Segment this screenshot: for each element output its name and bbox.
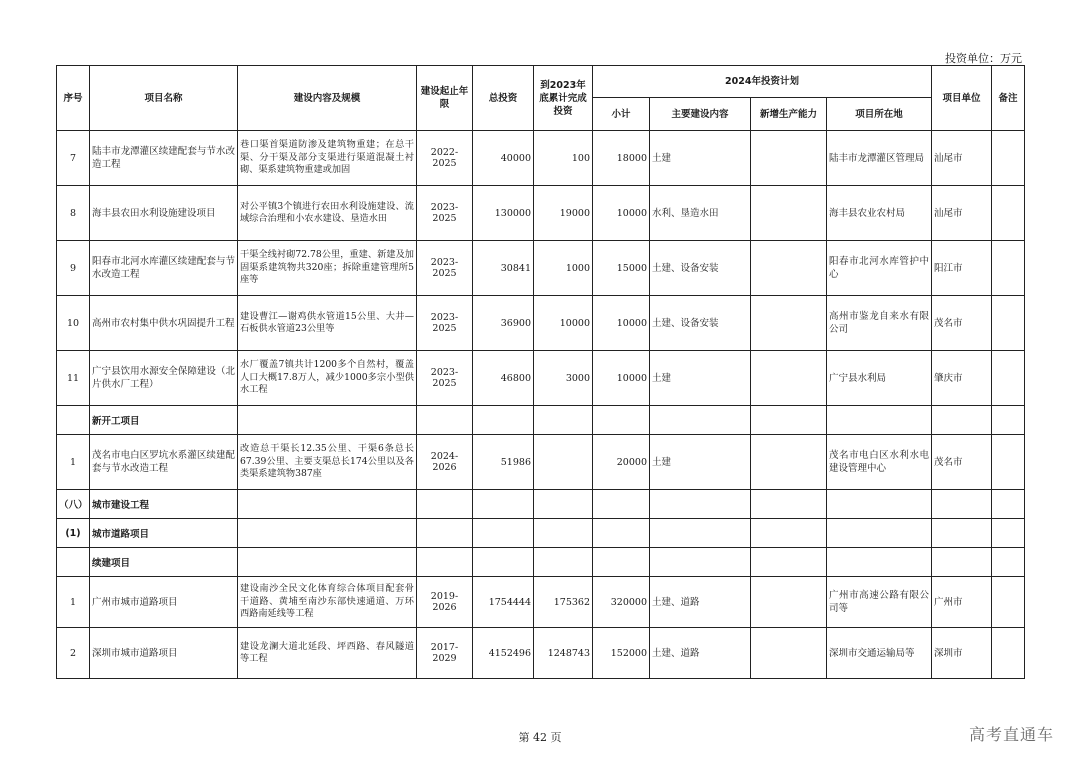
empty-cell [417, 406, 473, 435]
cell-remark [992, 628, 1025, 679]
table-row [57, 351, 1025, 406]
cell-remark [992, 351, 1025, 406]
empty-cell [827, 490, 932, 519]
cell-total: 36900 [473, 296, 534, 351]
cell-location: 深圳市 [932, 628, 992, 679]
table-row [57, 131, 1025, 186]
cell-seq: 10 [57, 296, 90, 351]
cell-content: 对公平镇3个镇进行农田水利设施建设、流域综合治理和小农水建设、垦造水田 [238, 186, 417, 241]
cell-done: 175362 [534, 577, 593, 628]
empty-cell [992, 406, 1025, 435]
cell-remark [992, 577, 1025, 628]
cell-period: 2023-2025 [417, 241, 473, 296]
cell-project-name: 高州市农村集中供水巩固提升工程 [90, 296, 238, 351]
watermark: 高考直通车 [968, 725, 1054, 744]
header-row-1 [57, 66, 1025, 98]
header-completed-investment: 到2023年底累计完成投资 [534, 66, 593, 131]
empty-cell [473, 406, 534, 435]
empty-cell [417, 490, 473, 519]
cell-seq: 8 [57, 186, 90, 241]
cell-project-name: 广州市城市道路项目 [90, 577, 238, 628]
empty-cell [417, 519, 473, 548]
empty-cell [751, 548, 827, 577]
empty-cell [751, 490, 827, 519]
cell-period: 2019-2026 [417, 577, 473, 628]
table-body [57, 131, 1025, 679]
cell-seq: 1 [57, 435, 90, 490]
empty-cell [932, 519, 992, 548]
table-row [57, 577, 1025, 628]
empty-cell [992, 548, 1025, 577]
header-seq: 序号 [57, 66, 90, 131]
empty-cell [827, 548, 932, 577]
empty-cell [932, 406, 992, 435]
cell-project-unit: 茂名市电白区水利水电建设管理中心 [827, 435, 932, 490]
table-row [57, 186, 1025, 241]
cell-total: 46800 [473, 351, 534, 406]
empty-cell [593, 548, 650, 577]
cell-content: 干渠全线衬砌72.78公里，重建、新建及加固渠系建筑物共320座；拆除重建管理所5座等 [238, 241, 417, 296]
cell-main-content: 土建 [650, 131, 751, 186]
cell-subtotal: 10000 [593, 186, 650, 241]
header-main-content: 主要建设内容 [650, 98, 751, 131]
empty-cell [751, 406, 827, 435]
empty-cell [534, 490, 593, 519]
cell-project-unit: 海丰县农业农村局 [827, 186, 932, 241]
cell-main-content: 土建、设备安装 [650, 241, 751, 296]
cell-capacity [751, 628, 827, 679]
cell-project-unit: 广州市高速公路有限公司等 [827, 577, 932, 628]
cell-content: 建设龙澜大道北延段、坪西路、春风隧道等工程 [238, 628, 417, 679]
cell-done: 1000 [534, 241, 593, 296]
cell-subtotal: 15000 [593, 241, 650, 296]
cell-capacity [751, 131, 827, 186]
cell-project-name: 阳春市北河水库灌区续建配套与节水改造工程 [90, 241, 238, 296]
cell-subtotal: 10000 [593, 296, 650, 351]
section-row [57, 490, 1025, 519]
cell-main-content: 土建 [650, 351, 751, 406]
empty-cell [751, 519, 827, 548]
cell-project-unit: 高州市鉴龙自来水有限公司 [827, 296, 932, 351]
empty-cell [593, 406, 650, 435]
empty-cell [827, 406, 932, 435]
empty-cell [932, 548, 992, 577]
section-seq [57, 406, 90, 435]
table-row [57, 628, 1025, 679]
cell-capacity [751, 241, 827, 296]
header-project-unit: 项目单位 [932, 66, 992, 131]
empty-cell [650, 548, 751, 577]
section-label: 城市道路项目 [90, 519, 238, 548]
cell-location: 汕尾市 [932, 186, 992, 241]
cell-period: 2023-2025 [417, 296, 473, 351]
cell-project-name: 广宁县饮用水源安全保障建设（北片供水厂工程） [90, 351, 238, 406]
empty-cell [473, 490, 534, 519]
table-row [57, 241, 1025, 296]
cell-project-name: 深圳市城市道路项目 [90, 628, 238, 679]
empty-cell [992, 490, 1025, 519]
cell-total: 30841 [473, 241, 534, 296]
cell-subtotal: 152000 [593, 628, 650, 679]
table-row [57, 435, 1025, 490]
empty-cell [650, 519, 751, 548]
cell-seq: 1 [57, 577, 90, 628]
cell-seq: 11 [57, 351, 90, 406]
cell-project-unit: 深圳市交通运输局等 [827, 628, 932, 679]
header-project-name: 项目名称 [90, 66, 238, 131]
empty-cell [593, 519, 650, 548]
empty-cell [473, 548, 534, 577]
cell-remark [992, 296, 1025, 351]
cell-project-unit: 陆丰市龙潭灌区管理局 [827, 131, 932, 186]
cell-remark [992, 435, 1025, 490]
cell-capacity [751, 577, 827, 628]
section-label: 续建项目 [90, 548, 238, 577]
cell-content: 改造总干渠长12.35公里、干渠6条总长67.39公里、主要支渠总长174公里以及各类渠系建筑物387座 [238, 435, 417, 490]
cell-location: 茂名市 [932, 296, 992, 351]
cell-location: 广州市 [932, 577, 992, 628]
empty-cell [593, 490, 650, 519]
cell-total: 51986 [473, 435, 534, 490]
empty-cell [650, 406, 751, 435]
empty-cell [827, 519, 932, 548]
empty-cell [650, 490, 751, 519]
cell-seq: 9 [57, 241, 90, 296]
empty-cell [238, 490, 417, 519]
empty-cell [992, 519, 1025, 548]
investment-plan-table [56, 65, 1025, 679]
cell-capacity [751, 296, 827, 351]
cell-subtotal: 10000 [593, 351, 650, 406]
cell-main-content: 水利、垦造水田 [650, 186, 751, 241]
section-label: 城市建设工程 [90, 490, 238, 519]
cell-total: 4152496 [473, 628, 534, 679]
cell-subtotal: 18000 [593, 131, 650, 186]
cell-capacity [751, 435, 827, 490]
cell-done [534, 435, 593, 490]
cell-location: 汕尾市 [932, 131, 992, 186]
header-content-scale: 建设内容及规模 [238, 66, 417, 131]
cell-period: 2024-2026 [417, 435, 473, 490]
cell-content: 水厂覆盖7镇共计1200多个自然村，覆盖人口大概17.8万人，减少1000多宗小型供水工程 [238, 351, 417, 406]
cell-location: 阳江市 [932, 241, 992, 296]
section-row [57, 406, 1025, 435]
header-remark: 备注 [992, 66, 1025, 131]
empty-cell [473, 519, 534, 548]
cell-done: 3000 [534, 351, 593, 406]
cell-main-content: 土建、道路 [650, 628, 751, 679]
empty-cell [932, 490, 992, 519]
cell-project-unit: 广宁县水利局 [827, 351, 932, 406]
empty-cell [534, 519, 593, 548]
cell-seq: 7 [57, 131, 90, 186]
cell-remark [992, 131, 1025, 186]
cell-total: 40000 [473, 131, 534, 186]
cell-done: 19000 [534, 186, 593, 241]
cell-remark [992, 241, 1025, 296]
empty-cell [417, 548, 473, 577]
cell-total: 130000 [473, 186, 534, 241]
cell-main-content: 土建、道路 [650, 577, 751, 628]
cell-subtotal: 20000 [593, 435, 650, 490]
cell-project-name: 茂名市电白区罗坑水系灌区续建配套与节水改造工程 [90, 435, 238, 490]
cell-capacity [751, 186, 827, 241]
cell-subtotal: 320000 [593, 577, 650, 628]
empty-cell [534, 406, 593, 435]
empty-cell [238, 519, 417, 548]
section-seq: （八） [57, 490, 90, 519]
cell-main-content: 土建 [650, 435, 751, 490]
cell-seq: 2 [57, 628, 90, 679]
cell-content: 巷口渠首渠道防渗及建筑物重建；在总干渠、分干渠及部分支渠进行渠道混凝土衬砌、渠系建筑物重建或加固 [238, 131, 417, 186]
cell-period: 2023-2025 [417, 186, 473, 241]
section-label: 新开工项目 [90, 406, 238, 435]
cell-period: 2022-2025 [417, 131, 473, 186]
cell-main-content: 土建、设备安装 [650, 296, 751, 351]
cell-location: 茂名市 [932, 435, 992, 490]
cell-period: 2023-2025 [417, 351, 473, 406]
header-subtotal: 小计 [593, 98, 650, 131]
cell-project-name: 陆丰市龙潭灌区续建配套与节水改造工程 [90, 131, 238, 186]
cell-done: 10000 [534, 296, 593, 351]
empty-cell [534, 548, 593, 577]
cell-done: 1248743 [534, 628, 593, 679]
header-period: 建设起止年限 [417, 66, 473, 131]
cell-project-unit: 阳春市北河水库管护中心 [827, 241, 932, 296]
table-row [57, 296, 1025, 351]
cell-content: 建设南沙全民文化体育综合体项目配套骨干道路、黄埔至南沙东部快速通道、万环西路南延线等工程 [238, 577, 417, 628]
section-seq [57, 548, 90, 577]
empty-cell [238, 548, 417, 577]
cell-done: 100 [534, 131, 593, 186]
section-row [57, 519, 1025, 548]
header-location: 项目所在地 [827, 98, 932, 131]
header-2024-plan: 2024年投资计划 [593, 66, 932, 98]
cell-remark [992, 186, 1025, 241]
page-number: 第 42 页 [518, 731, 562, 744]
cell-project-name: 海丰县农田水利设施建设项目 [90, 186, 238, 241]
section-seq: (1) [57, 519, 90, 548]
header-total-investment: 总投资 [473, 66, 534, 131]
section-row [57, 548, 1025, 577]
empty-cell [238, 406, 417, 435]
cell-content: 建设曹江—谢鸡供水管道15公里、大井—石板供水管道23公里等 [238, 296, 417, 351]
investment-unit-note: 投资单位：万元 [945, 52, 1022, 65]
cell-location: 肇庆市 [932, 351, 992, 406]
cell-capacity [751, 351, 827, 406]
cell-period: 2017-2029 [417, 628, 473, 679]
cell-total: 1754444 [473, 577, 534, 628]
header-new-capacity: 新增生产能力 [751, 98, 827, 131]
